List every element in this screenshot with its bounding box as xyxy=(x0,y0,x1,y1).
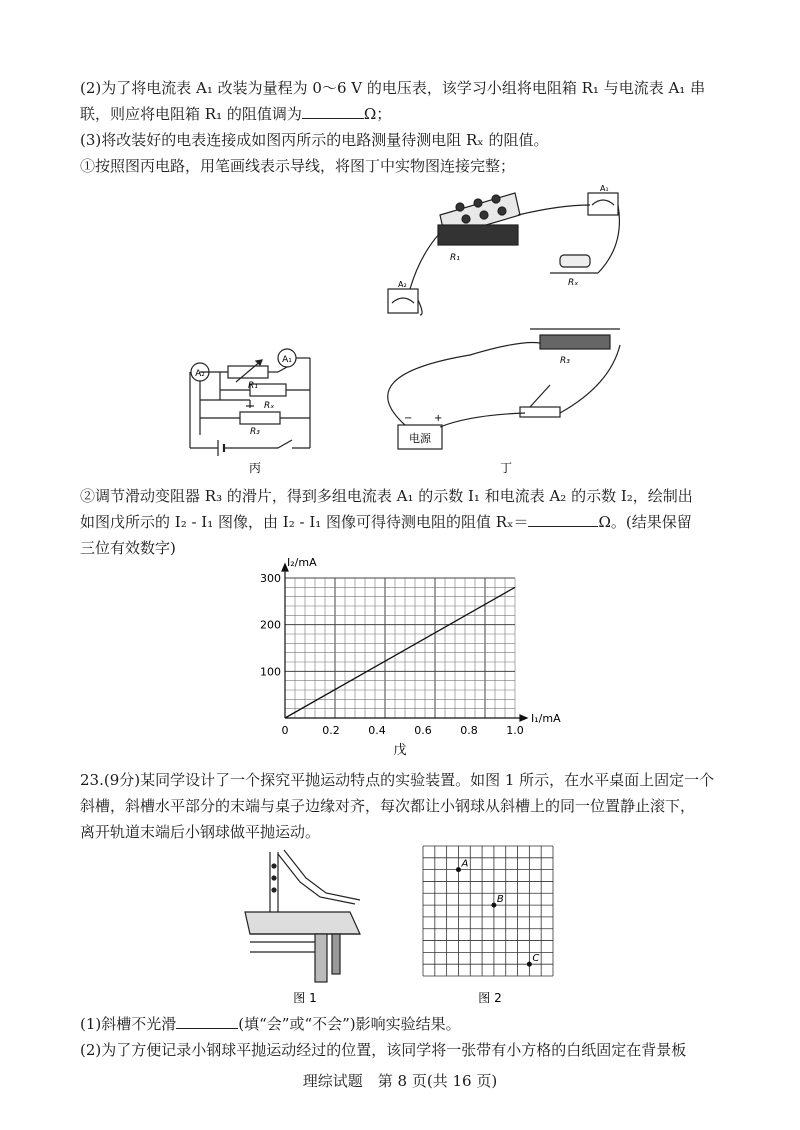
q23-line3: 离开轨道末端后小钢球做平抛运动。 xyxy=(80,823,321,841)
q23-line2: 斜槽，斜槽水平部分的末端与桌子边缘对齐，每次都让小钢球从斜槽上的同一位置静止滚下， xyxy=(80,797,696,815)
caption-ding: 丁 xyxy=(499,461,513,475)
chart-x-tick-label: 0.2 xyxy=(322,724,340,737)
chart-y-tick-label: 100 xyxy=(260,665,281,679)
q22-part3: (3)将改装好的电表连接成如图丙所示的电路测量待测电阻 Rₓ 的阻值。 xyxy=(80,131,549,149)
page-footer: 理综试题 第 8 页(共 16 页) xyxy=(302,1072,498,1090)
caption-figure-2: 图 2 xyxy=(478,991,502,1005)
chart-y-axis-label: I₂/mA xyxy=(287,556,317,569)
label-r1: R₁ xyxy=(248,381,258,391)
chart-x-axis-label: I₁/mA xyxy=(531,712,561,725)
figure-2-grid xyxy=(418,846,568,1005)
chart-x-arrow xyxy=(520,715,527,721)
chart-x-tick-label: 0.6 xyxy=(414,724,432,737)
fig2-point-b xyxy=(491,903,496,908)
label-rx: Rₓ xyxy=(264,401,275,411)
q23-sub1-text: (1)斜槽不光滑 xyxy=(80,1015,177,1033)
chart-x-tick-label: 1.0 xyxy=(506,724,524,737)
fig2-point-c xyxy=(527,962,532,967)
label-a2: A₂ xyxy=(195,369,205,379)
chart-x-tick-label: 0 xyxy=(281,724,289,737)
answer-blank-slide[interactable] xyxy=(176,1014,238,1029)
caption-figure-1: 图 1 xyxy=(293,991,317,1005)
q22-part3-2-text: 如图戊所示的 I₂ - I₁ 图像，由 I₂ - I₁ 图像可得待测电阻的阻值 Rₓ＝ xyxy=(80,513,529,531)
figure-1-ramp-table xyxy=(240,842,370,1005)
ding-label-a1: A₁ xyxy=(600,184,609,193)
q23-line1: 23.(9分)某同学设计了一个探究平抛运动特点的实验装置。如图 1 所示，在水平桌面上固定一个 xyxy=(80,771,715,789)
chart-y-tick-label: 200 xyxy=(260,618,281,632)
fig2-point-label-a: A xyxy=(461,858,469,870)
q22-part3-2-line1: ②调节滑动变阻器 R₃ 的滑片，得到多组电流表 A₁ 的示数 I₁ 和电流表 A₂ 的示数 I₂，绘制出 xyxy=(80,487,693,505)
caption-bing: 丙 xyxy=(248,461,262,475)
ding-label-a2: A₂ xyxy=(398,280,407,289)
q22-part3-1: ①按照图丙电路，用笔画线表示导线，将图丁中实物图连接完整； xyxy=(80,157,516,175)
fig2-point-a xyxy=(456,867,461,872)
label-a1: A₁ xyxy=(282,355,292,365)
label-r3: R₃ xyxy=(250,427,260,437)
q22-part2-unit: Ω； xyxy=(363,105,392,123)
fig2-point-label-c: C xyxy=(532,953,540,965)
ding-label-minus: − xyxy=(404,413,413,424)
chart-caption: 戊 xyxy=(393,743,407,758)
ding-label-power: 电源 xyxy=(409,432,431,445)
q22-part3-2-line3: 三位有效数字) xyxy=(80,539,176,557)
q22-part3-2-tail: Ω。(结果保留 xyxy=(598,513,692,531)
ding-label-rx: Rₓ xyxy=(568,278,579,288)
ding-label-r1: R₁ xyxy=(450,253,460,263)
fig2-point-label-b: B xyxy=(496,894,504,906)
chart-x-tick-label: 0.8 xyxy=(460,724,478,737)
q22-part2-line1: (2)为了将电流表 A₁ 改装为量程为 0～6 V 的电压表，该学习小组将电阻箱 R₁ 与电流表 A₁ 串 xyxy=(80,79,706,97)
ding-label-plus: + xyxy=(434,413,443,424)
chart-x-tick-label: 0.4 xyxy=(368,724,386,737)
q23-sub1-tail: (填“会”或“不会”)影响实验结果。 xyxy=(238,1015,461,1033)
q22-part2-text: 联，则应将电阻箱 R₁ 的阻值调为 xyxy=(80,105,302,123)
ding-label-r3: R₃ xyxy=(560,356,570,366)
q23-sub1 xyxy=(80,1014,461,1034)
q23-sub2: (2)为了方便记录小钢球平抛运动经过的位置，该同学将一张带有小方格的白纸固定在背景板 xyxy=(80,1041,687,1059)
chart-y-tick-label: 300 xyxy=(260,572,281,585)
